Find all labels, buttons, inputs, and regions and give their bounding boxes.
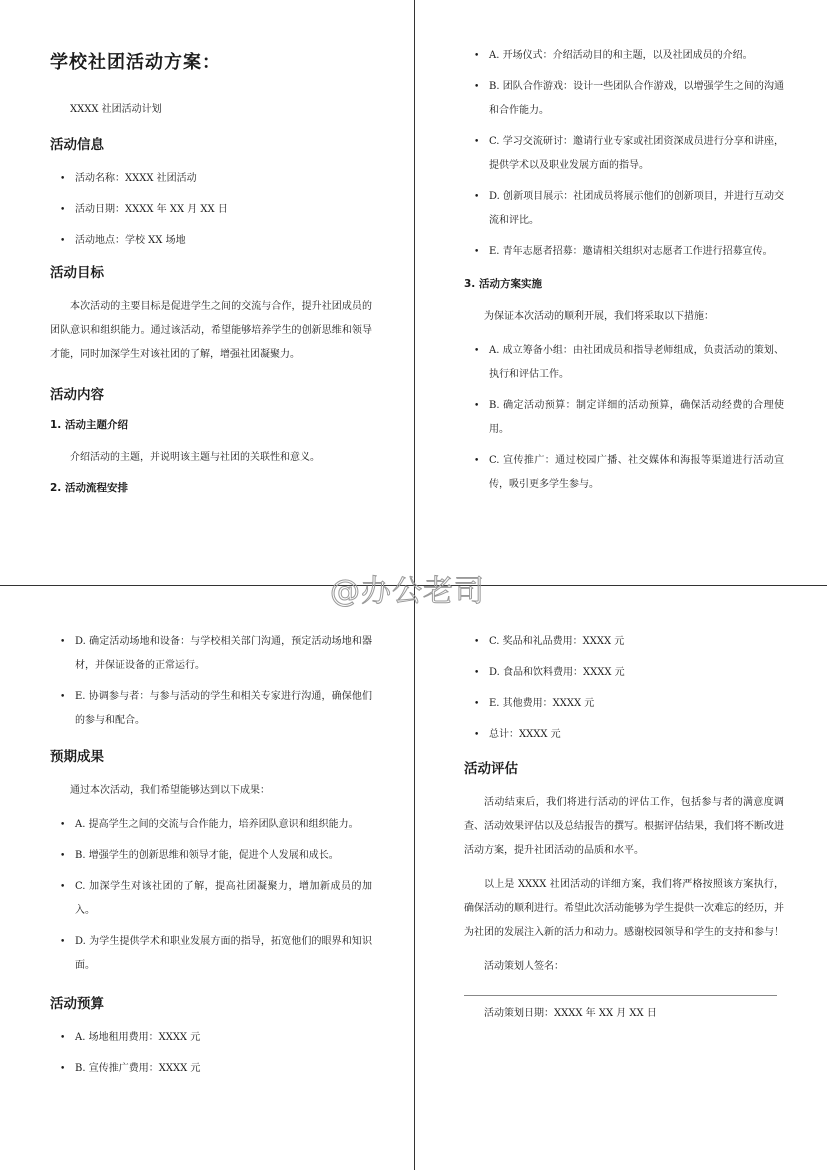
- page-4: [464, 630, 784, 1036]
- list-item: • E. 协调参与者：与参与活动的学生和相关专家进行沟通，确保他们的参与和配合。: [50, 685, 372, 733]
- watermark: @办公老司: [330, 574, 485, 609]
- document-title: 学校社团活动方案：: [50, 52, 221, 73]
- document-subtitle: XXXX 社团活动计划: [70, 104, 162, 115]
- list-item: • D. 为学生提供学术和职业发展方面的指导，拓宽他们的眼界和知识面。: [50, 930, 372, 978]
- list-item: • 活动名称：XXXX 社团活动: [50, 167, 372, 191]
- budget-list-cont: [464, 630, 784, 747]
- list-item: • C. 加深学生对该社团的了解，提高社团凝聚力，增加新成员的加入。: [50, 875, 372, 923]
- list-item: • B. 增强学生的创新思维和领导才能，促进个人发展和成长。: [50, 844, 372, 868]
- signature-line: [464, 995, 777, 996]
- heading-flow-arrangement: 2. 活动流程安排: [50, 482, 128, 494]
- implementation-intro: 为保证本次活动的顺利开展，我们将采取以下措施：: [484, 311, 714, 322]
- results-list: [50, 813, 372, 978]
- page-3: [50, 630, 372, 1089]
- evaluation-paragraph: 活动结束后，我们将进行活动的评估工作，包括参与者的满意度调查、活动效果评估以及总结报告的撰写。根据评估结果，我们将不断改进活动方案，提升社团活动的品质和水平。: [464, 797, 784, 856]
- list-item: • C. 学习交流研讨：邀请行业专家或社团资深成员进行分享和讲座，提供学术以及职业发展方面的指导。: [464, 130, 784, 178]
- info-list: [50, 167, 372, 253]
- list-item: • B. 确定活动预算：制定详细的活动预算，确保活动经费的合理使用。: [464, 394, 784, 442]
- list-item: • D. 食品和饮料费用：XXXX 元: [464, 661, 784, 685]
- heading-theme-intro: 1. 活动主题介绍: [50, 419, 128, 431]
- signature-label: 活动策划人签名：: [484, 961, 564, 972]
- budget-list: [50, 1026, 372, 1081]
- measures-list: [464, 339, 784, 497]
- list-item: • C. 宣传推广：通过校园广播、社交媒体和海报等渠道进行活动宣传，吸引更多学生参与。: [464, 449, 784, 497]
- list-item: • A. 场地租用费用：XXXX 元: [50, 1026, 372, 1050]
- list-item: • E. 青年志愿者招募：邀请相关组织对志愿者工作进行招募宣传。: [464, 240, 784, 264]
- closing-paragraph: 以上是 XXXX 社团活动的详细方案，我们将严格按照该方案执行，确保活动的顺利进行。希望此次活动能够为学生提供一次难忘的经历，并为社团的发展注入新的活力和动力。感谢校园领导和学生的支持和参与！: [464, 879, 784, 938]
- list-item: • A. 提高学生之间的交流与合作能力，培养团队意识和组织能力。: [50, 813, 372, 837]
- heading-expected-results: 预期成果: [50, 749, 104, 765]
- planning-date: 活动策划日期：XXXX 年 XX 月 XX 日: [484, 1008, 657, 1019]
- list-item: • C. 奖品和礼品费用：XXXX 元: [464, 630, 784, 654]
- list-item: • D. 创新项目展示：社团成员将展示他们的创新项目，并进行互动交流和评比。: [464, 185, 784, 233]
- page-1: [50, 48, 372, 509]
- theme-paragraph: 介绍活动的主题，并说明该主题与社团的关联性和意义。: [70, 452, 320, 463]
- list-item: • A. 开场仪式：介绍活动目的和主题，以及社团成员的介绍。: [464, 44, 784, 68]
- list-item: • B. 团队合作游戏：设计一些团队合作游戏，以增强学生之间的沟通和合作能力。: [464, 75, 784, 123]
- list-item: • D. 确定活动场地和设备：与学校相关部门沟通，预定活动场地和器材，并保证设备的正常运行。: [50, 630, 372, 678]
- list-item: • E. 其他费用：XXXX 元: [464, 692, 784, 716]
- goal-paragraph: 本次活动的主要目标是促进学生之间的交流与合作，提升社团成员的团队意识和组织能力。通过该活动，希望能够培养学生的创新思维和领导才能，同时加深学生对该社团的了解，增强社团凝聚力。: [50, 301, 372, 360]
- list-item: • 活动日期：XXXX 年 XX 月 XX 日: [50, 198, 372, 222]
- heading-budget: 活动预算: [50, 996, 104, 1012]
- heading-activity-info: 活动信息: [50, 137, 104, 153]
- page-2: [464, 44, 784, 505]
- heading-evaluation: 活动评估: [464, 761, 518, 777]
- list-item: • 活动地点：学校 XX 场地: [50, 229, 372, 253]
- heading-activity-content: 活动内容: [50, 387, 104, 403]
- results-intro: 通过本次活动，我们希望能够达到以下成果：: [70, 785, 270, 796]
- heading-implementation: 3. 活动方案实施: [464, 278, 542, 290]
- list-item: • 总计：XXXX 元: [464, 723, 784, 747]
- list-item: • A. 成立筹备小组：由社团成员和指导老师组成，负责活动的策划、执行和评估工作。: [464, 339, 784, 387]
- list-item: • B. 宣传推广费用：XXXX 元: [50, 1057, 372, 1081]
- flow-list: [464, 44, 784, 264]
- measures-list-cont: [50, 630, 372, 733]
- heading-activity-goal: 活动目标: [50, 265, 104, 281]
